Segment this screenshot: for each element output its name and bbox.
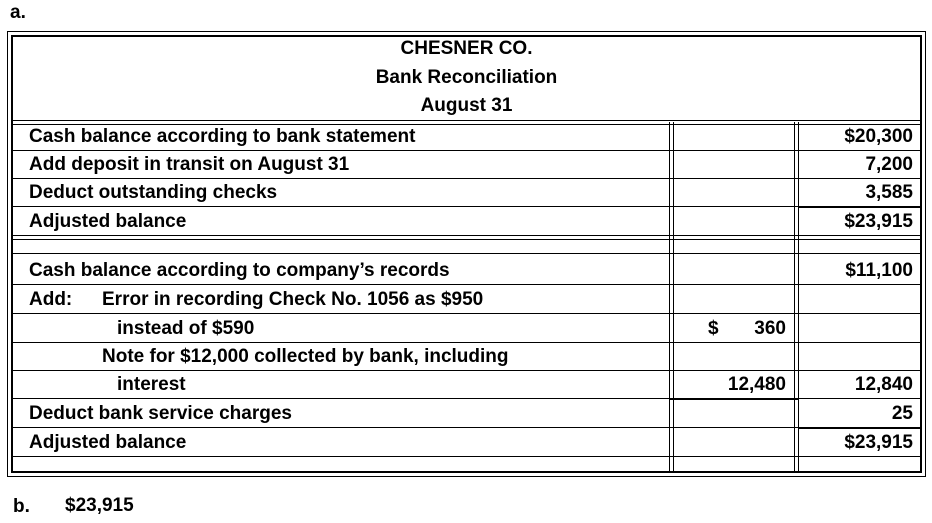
column-rule xyxy=(669,122,670,473)
bank-row-amount: 3,585 xyxy=(865,182,913,203)
statement-date: August 31 xyxy=(420,95,513,116)
column-rule xyxy=(673,122,674,473)
row-rule xyxy=(11,150,922,151)
bank-row-label: Add deposit in transit on August 31 xyxy=(29,154,350,175)
subtotal-rule xyxy=(798,427,922,429)
company-balance-amount: $11,100 xyxy=(845,260,913,281)
row-rule xyxy=(11,370,922,371)
header-divider-2 xyxy=(11,124,922,125)
note-line-2: interest xyxy=(117,374,186,395)
row-rule xyxy=(11,456,922,457)
row-rule xyxy=(11,427,670,428)
row-rule xyxy=(11,235,922,236)
row-rule xyxy=(11,206,670,207)
row-rule xyxy=(11,313,922,314)
subtotal-rule xyxy=(798,206,922,208)
header-divider xyxy=(11,120,922,121)
row-rule xyxy=(11,398,670,399)
column-rule xyxy=(794,122,795,473)
part-b-label: b. xyxy=(13,496,30,517)
bank-row-amount: $23,915 xyxy=(844,211,913,232)
row-rule xyxy=(11,342,922,343)
company-adjusted-amount: $23,915 xyxy=(844,432,913,453)
bank-row-amount: 7,200 xyxy=(865,154,913,175)
service-charges-amount: 25 xyxy=(891,403,913,424)
subtotal-rule xyxy=(670,398,798,400)
part-a-label: a. xyxy=(10,2,26,23)
error-amount: 360 xyxy=(754,318,786,339)
part-b-answer: $23,915 xyxy=(65,495,134,516)
bank-row-label: Cash balance according to bank statement xyxy=(29,126,416,147)
company-adjusted-label: Adjusted balance xyxy=(29,432,187,453)
note-line-1: Note for $12,000 collected by bank, including xyxy=(102,346,509,367)
row-rule xyxy=(670,206,798,207)
add-label: Add: xyxy=(29,289,73,310)
additions-total: 12,840 xyxy=(854,374,913,395)
error-line-1: Error in recording Check No. 1056 as $950 xyxy=(102,289,484,310)
row-rule xyxy=(11,284,922,285)
row-rule xyxy=(670,427,798,428)
service-charges-label: Deduct bank service charges xyxy=(29,403,292,424)
bank-row-label: Adjusted balance xyxy=(29,211,187,232)
error-dollar-sign: $ xyxy=(708,318,719,339)
error-line-2: instead of $590 xyxy=(117,318,255,339)
row-rule xyxy=(798,398,922,399)
note-amount: 12,480 xyxy=(727,374,786,395)
company-balance-label: Cash balance according to company’s records xyxy=(29,260,450,281)
section-divider xyxy=(11,239,922,240)
statement-title: Bank Reconciliation xyxy=(375,67,558,88)
section-divider-2 xyxy=(11,253,922,254)
company-name: CHESNER CO. xyxy=(400,38,533,59)
row-rule xyxy=(11,178,922,179)
bank-row-label: Deduct outstanding checks xyxy=(29,182,278,203)
bank-row-amount: $20,300 xyxy=(844,126,913,147)
column-rule xyxy=(798,122,799,473)
